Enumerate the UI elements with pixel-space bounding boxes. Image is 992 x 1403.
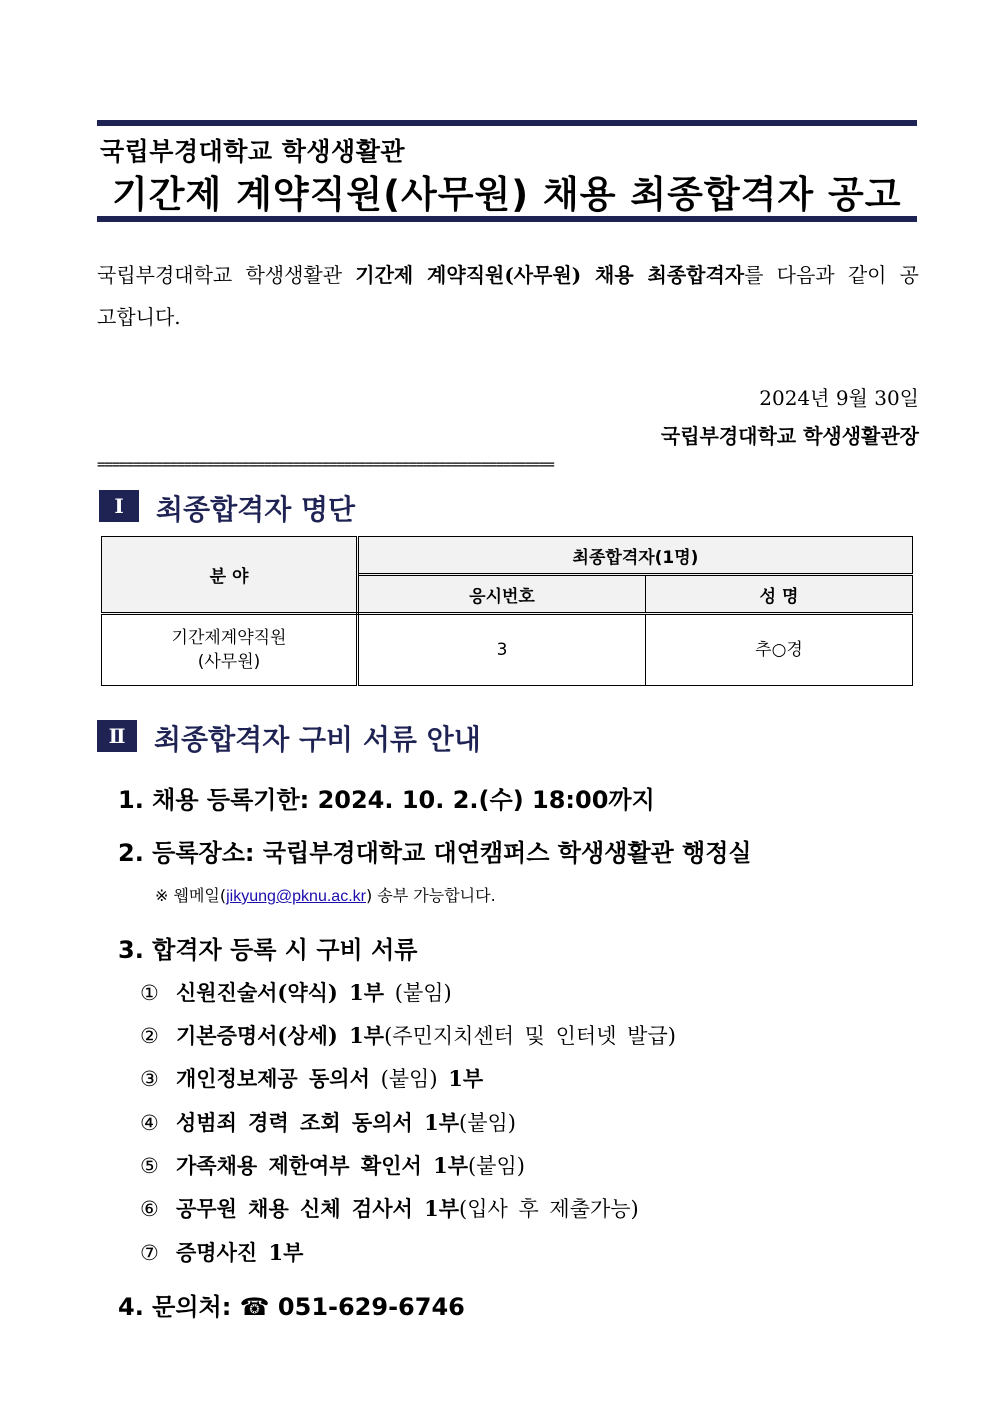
title-bottom-bar xyxy=(97,216,917,222)
intro-bold-text: 기간제 계약직원(사무원) 채용 최종합격자 xyxy=(355,263,745,287)
doc-2: ② 기본증명서(상세) 1부(주민지치센터 및 인터넷 발급) xyxy=(140,1023,676,1048)
cell-number: 3 xyxy=(358,614,646,686)
header-name: 성 명 xyxy=(646,575,913,614)
header-field: 분 야 xyxy=(102,537,358,614)
doc-4: ④ 성범죄 경력 조회 동의서 1부(붙임) xyxy=(140,1110,516,1135)
announcement-date: 2024년 9월 30일 xyxy=(759,386,919,410)
doc-3: ③ 개인정보제공 동의서 (붙임) 1부 xyxy=(140,1066,484,1091)
item-3: 3. 합격자 등록 시 구비 서류 xyxy=(118,936,418,964)
final-candidates-table xyxy=(101,536,913,686)
doc-1: ① 신원진술서(약식) 1부 (붙임) xyxy=(140,980,452,1005)
section-1-title: 최종합격자 명단 xyxy=(156,493,356,526)
intro-paragraph: 국립부경대학교 학생생활관 기간제 계약직원(사무원) 채용 최종합격자를 다음과 같이 공고합니다. xyxy=(97,263,919,329)
doc-5: ⑤ 가족채용 제한여부 확인서 1부(붙임) xyxy=(140,1153,525,1178)
page-title: 기간제 계약직원(사무원) 채용 최종합격자 공고 xyxy=(112,173,902,216)
doc-6: ⑥ 공무원 채용 신체 검사서 1부(입사 후 제출가능) xyxy=(140,1196,639,1221)
cell-name: 추○경 xyxy=(646,614,913,686)
section-2-title: 최종합격자 구비 서류 안내 xyxy=(154,723,481,756)
signer: 국립부경대학교 학생생활관장 xyxy=(660,424,919,448)
cell-field: 기간제계약직원 (사무원) xyxy=(102,614,358,686)
section-1-badge: Ⅰ xyxy=(99,490,139,522)
item-2: 2. 등록장소: 국립부경대학교 대연캠퍼스 학생생활관 행정실 xyxy=(118,839,752,867)
section-2-badge: Ⅱ xyxy=(97,720,137,752)
doc-7: ⑦ 증명사진 1부 xyxy=(140,1240,304,1265)
email-note: ※ 웹메일(jikyung@pknu.ac.kr) 송부 가능합니다. xyxy=(155,886,496,905)
header-number: 응시번호 xyxy=(358,575,646,614)
header-group: 최종합격자(1명) xyxy=(358,537,913,575)
item-1: 1. 채용 등록기한: 2024. 10. 2.(수) 18:00까지 xyxy=(118,786,655,814)
title-top-bar xyxy=(97,120,917,126)
item-4-contact: 4. 문의처: ☎ 051-629-6746 xyxy=(118,1293,465,1321)
org-name: 국립부경대학교 학생생활관 xyxy=(100,137,406,166)
table-row xyxy=(102,614,913,686)
email-link[interactable]: jikyung@pknu.ac.kr xyxy=(226,888,366,905)
divider-line: =============================================================== xyxy=(97,457,554,473)
